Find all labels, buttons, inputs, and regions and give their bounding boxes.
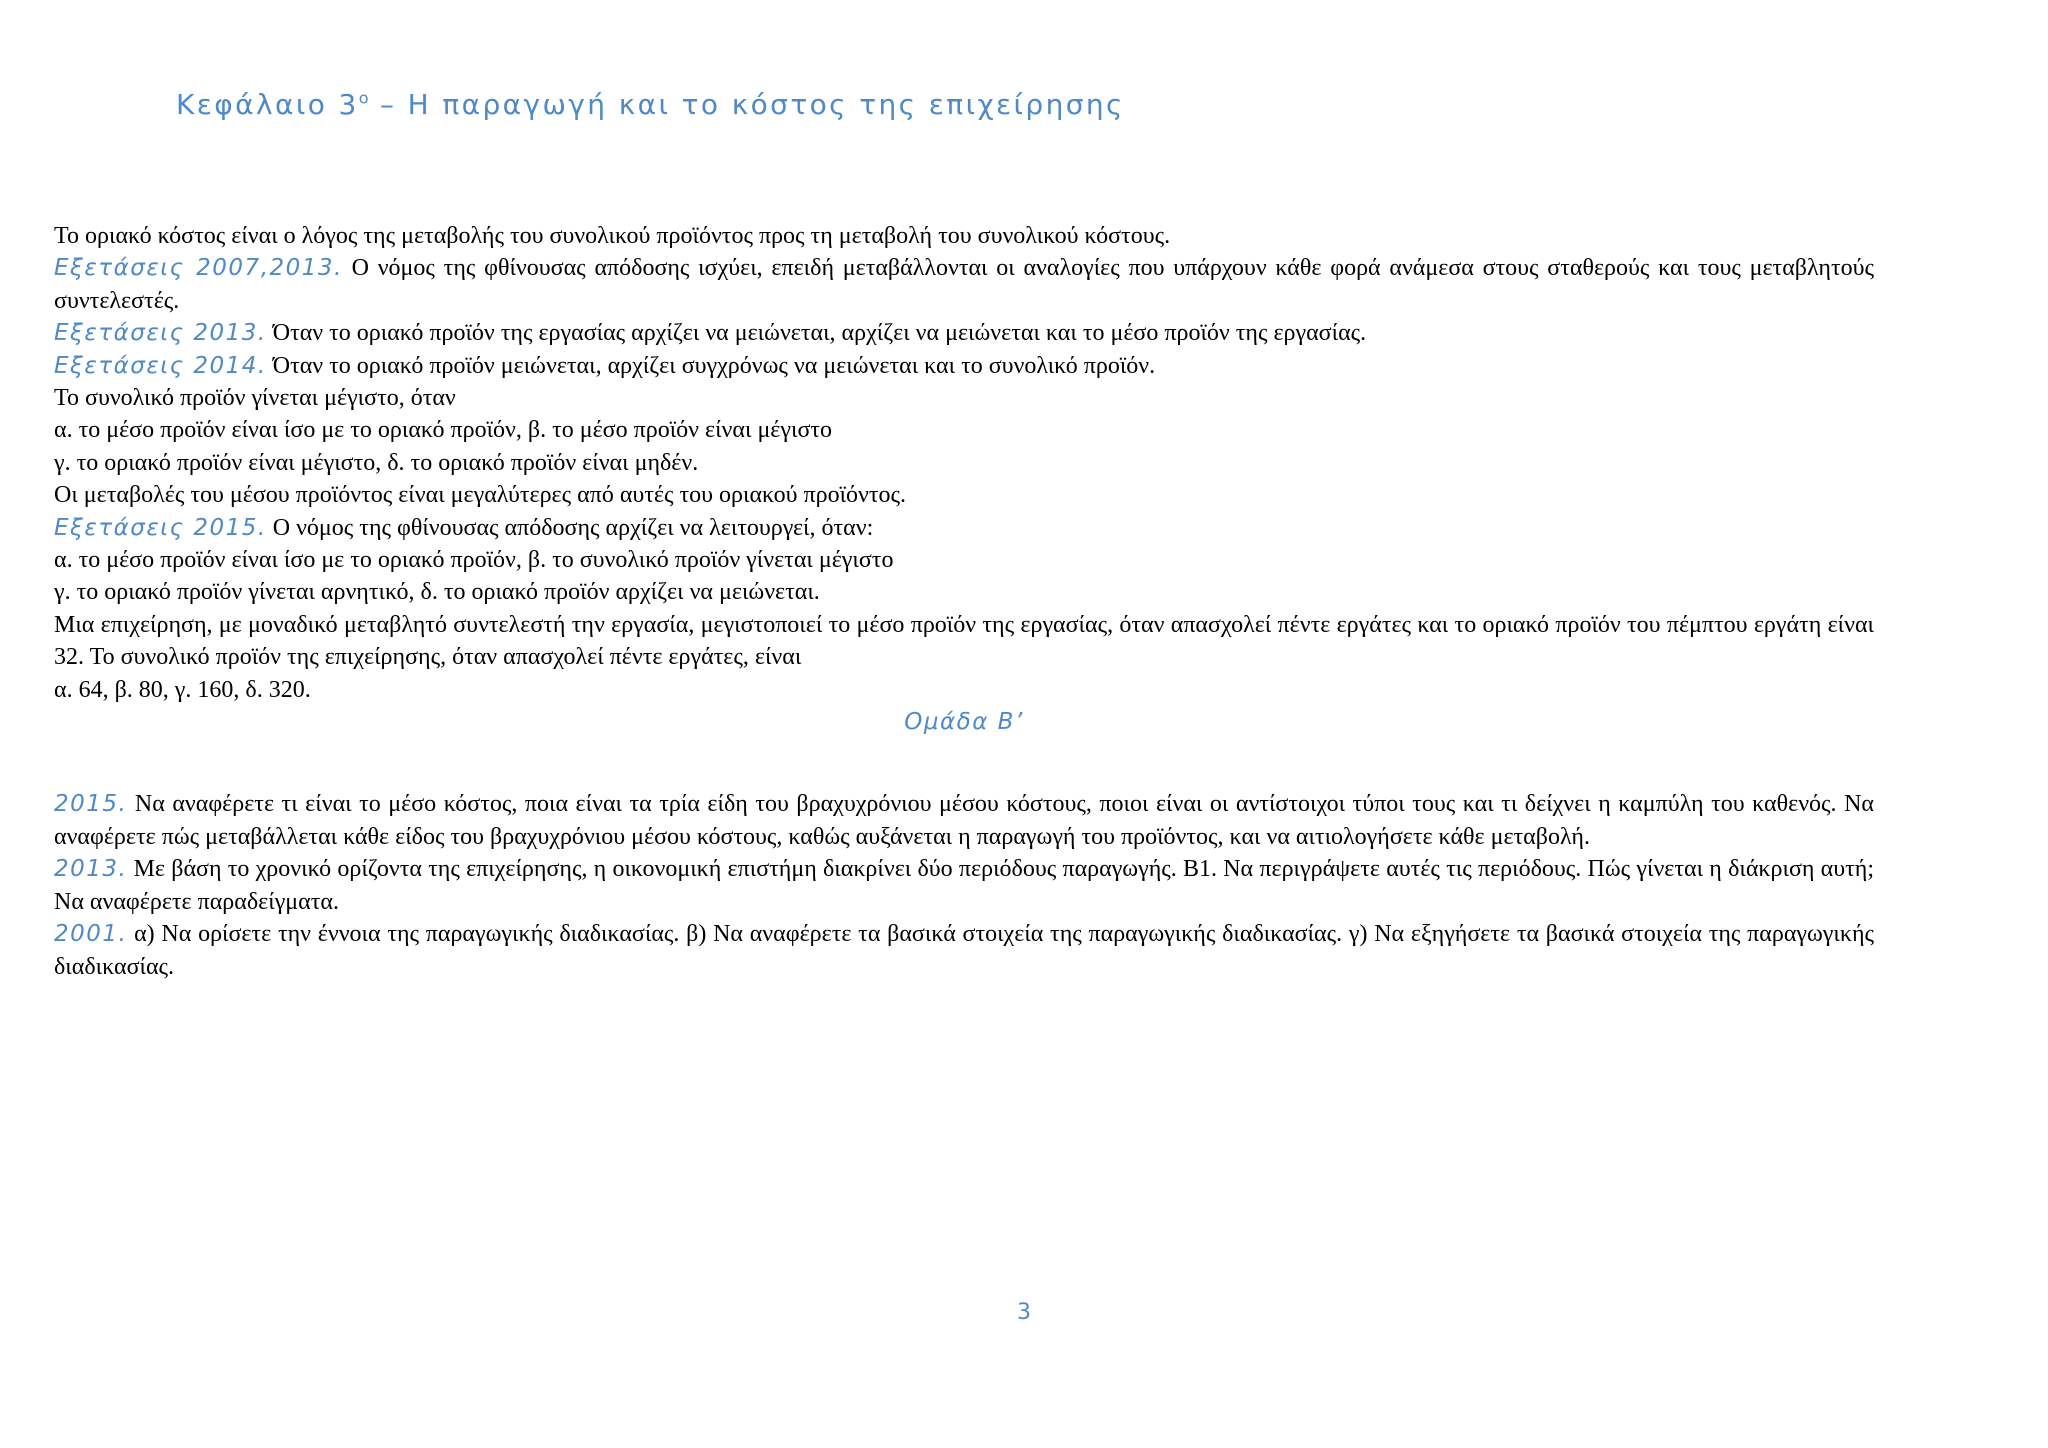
question-options: α. το μέσο προϊόν είναι ίσο με το οριακό προϊόν, β. το συνολικό προϊόν γίνεται μέγιστο <box>54 547 894 574</box>
exam-year-label: 2013. <box>54 856 128 883</box>
question-stem: Το συνολικό προϊόν γίνεται μέγιστο, όταν <box>54 385 456 412</box>
statement-text: Όταν το οριακό προϊόν μειώνεται, αρχίζει συγχρόνως να μειώνεται και το συνολικό προϊόν. <box>272 352 1156 379</box>
essay-question <box>54 788 1874 853</box>
chapter-title-superscript: ο <box>358 88 369 108</box>
essay-question <box>54 853 1874 918</box>
statement-text: Όταν το οριακό προϊόν της εργασίας αρχίζει να μειώνεται, αρχίζει να μειώνεται και το μέσο προϊόν της εργασίας. <box>272 320 1367 347</box>
question-text: Ο νόμος της φθίνουσας απόδοσης αρχίζει να λειτουργεί, όταν: <box>272 514 874 541</box>
chapter-title-rest: – Η παραγωγή και το κόστος της επιχείρησης <box>368 88 1125 121</box>
chapter-header <box>176 88 1125 121</box>
statement-total-product <box>54 350 1874 382</box>
statement-variations: Οι μεταβολές του μέσου προϊόντος είναι μεγαλύτερες από αυτές του οριακού προϊόντος. <box>54 482 907 509</box>
exam-year-label: 2001. <box>54 921 128 948</box>
chapter-title-prefix: Κεφάλαιο 3 <box>176 88 359 121</box>
statement-diminishing-returns <box>54 252 1874 317</box>
question-options: γ. το οριακό προϊόν γίνεται αρνητικό, δ. το οριακό προϊόν αρχίζει να μειώνεται. <box>54 579 820 606</box>
question-options: α. το μέσο προϊόν είναι ίσο με το οριακό προϊόν, β. το μέσο προϊόν είναι μέγιστο <box>54 417 833 444</box>
question-text: Να αναφέρετε τι είναι το μέσο κόστος, ποια είναι τα τρία είδη του βραχυχρόνιου μέσου κόστους, ποιοι είναι οι αντίστοιχοι τύποι τους και τι δείχνει η καμπύλη του καθενός. Να αναφέρετε πώς μεταβάλλεται κάθε είδος του βραχυχρόνιου μέσου κόστους, καθώς αυξάνεται η παραγωγή του προϊόντος, και να αιτιολογήσετε κάθε μεταβολή. <box>54 791 1874 850</box>
document-body <box>54 220 1874 983</box>
statement-average-product <box>54 317 1874 349</box>
exam-year-label: 2015. <box>54 791 128 818</box>
question-text: Με βάση το χρονικό ορίζοντα της επιχείρησης, η οικονομική επιστήμη διακρίνει δύο περιόδους παραγωγής. Β1. Να περιγράψετε αυτές τις περιόδους. Πώς γίνεται η διάκριση αυτή; Να αναφέρετε παραδείγματα. <box>54 856 1874 915</box>
exam-year-label: Εξετάσεις 2014. <box>54 352 267 379</box>
exam-year-label: Εξετάσεις 2007,2013. <box>54 255 343 282</box>
question-stem <box>54 512 1874 544</box>
exam-year-label: Εξετάσεις 2013. <box>54 320 267 347</box>
page-number: 3 <box>1017 1300 1031 1325</box>
group-b-heading: Ομάδα Β’ <box>904 709 1024 736</box>
statement-marginal-cost: Το οριακό κόστος είναι ο λόγος της μεταβολής του συνολικού προϊόντος προς τη μεταβολή του συνολικού κόστους. <box>54 223 1171 249</box>
statement-text: Ο νόμος της φθίνουσας απόδοσης ισχύει, επειδή μεταβάλλονται οι αναλογίες που υπάρχουν κάθε φορά ανάμεσα στους σταθερούς και τους μεταβλητούς συντελεστές. <box>54 255 1874 314</box>
question-options: γ. το οριακό προϊόν είναι μέγιστο, δ. το οριακό προϊόν είναι μηδέν. <box>54 449 699 476</box>
exam-year-label: Εξετάσεις 2015. <box>54 514 267 541</box>
spacer <box>54 738 1874 788</box>
question-text: α) Να ορίσετε την έννοια της παραγωγικής διαδικασίας. β) Να αναφέρετε τα βασικά στοιχεία της παραγωγικής διαδικασίας. γ) Να εξηγήσετε τα βασικά στοιχεία της παραγωγικής διαδικασίας. <box>54 921 1875 980</box>
essay-question <box>54 918 1874 983</box>
question-options: α. 64, β. 80, γ. 160, δ. 320. <box>54 676 311 703</box>
question-stem: Μια επιχείρηση, με μοναδικό μεταβλητό συντελεστή την εργασία, μεγιστοποιεί το μέσο προϊόν της εργασίας, όταν απασχολεί πέντε εργάτες και το οριακό προϊόν του πέμπτου εργάτη είναι 32. Το συνολικό προϊόν της επιχείρησης, όταν απασχολεί πέντε εργάτες, είναι <box>54 611 1874 671</box>
